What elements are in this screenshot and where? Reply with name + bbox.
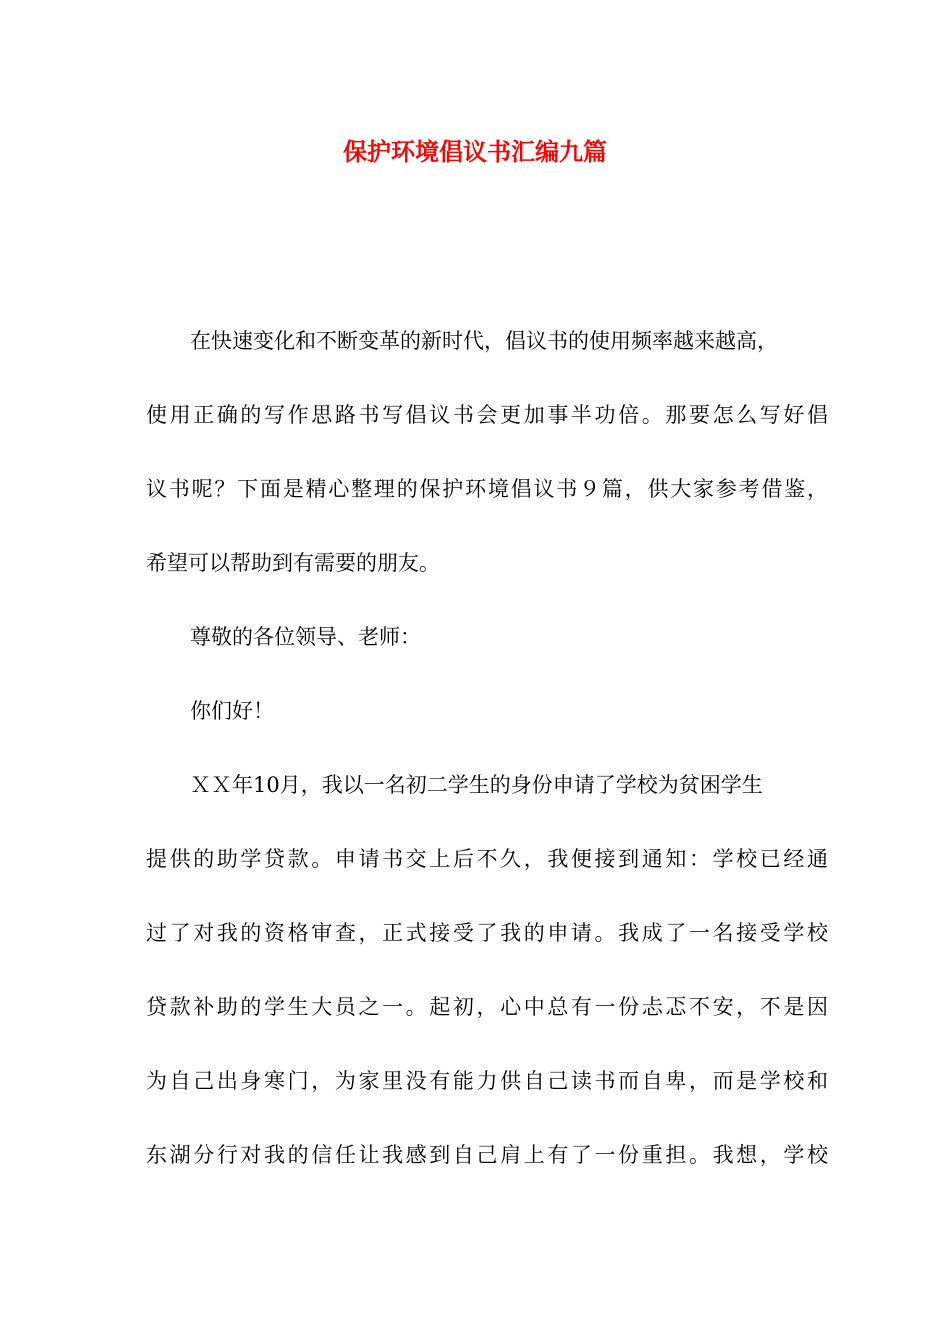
body-text-line: 你们好！ [190, 699, 274, 723]
body-text-line: 在快速变化和不断变革的新时代，倡议书的使用频率越来越高， [190, 329, 778, 353]
body-text-line: 希望可以帮助到有需要的朋友。 [146, 551, 440, 575]
body-text-line: 为自己出身寒门，为家里没有能力供自己读书而自卑，而是学校和 [146, 1069, 828, 1093]
body-text-line: 议书呢？下面是精心整理的保护环境倡议书９篇，供大家参考借鉴， [146, 477, 828, 501]
body-text-line: 过了对我的资格审查，正式接受了我的申请。我成了一名接受学校 [146, 921, 828, 945]
body-text-line: 提供的助学贷款。申请书交上后不久，我便接到通知：学校已经通 [146, 847, 828, 871]
body-text-line: 东湖分行对我的信任让我感到自己肩上有了一份重担。我想，学校 [146, 1143, 828, 1167]
body-text-line: 使用正确的写作思路书写倡议书会更加事半功倍。那要怎么写好倡 [146, 403, 828, 427]
body-text-line: 尊敬的各位领导、老师： [190, 625, 421, 649]
body-text-line: ＸＸ年10月，我以一名初二学生的身份申请了学校为贫困学生 [190, 773, 763, 797]
document-body [146, 312, 828, 1200]
document-title: 保护环境倡议书汇编九篇 [343, 137, 607, 166]
body-text-line: 贷款补助的学生大员之一。起初，心中总有一份忐忑不安，不是因 [146, 995, 828, 1019]
